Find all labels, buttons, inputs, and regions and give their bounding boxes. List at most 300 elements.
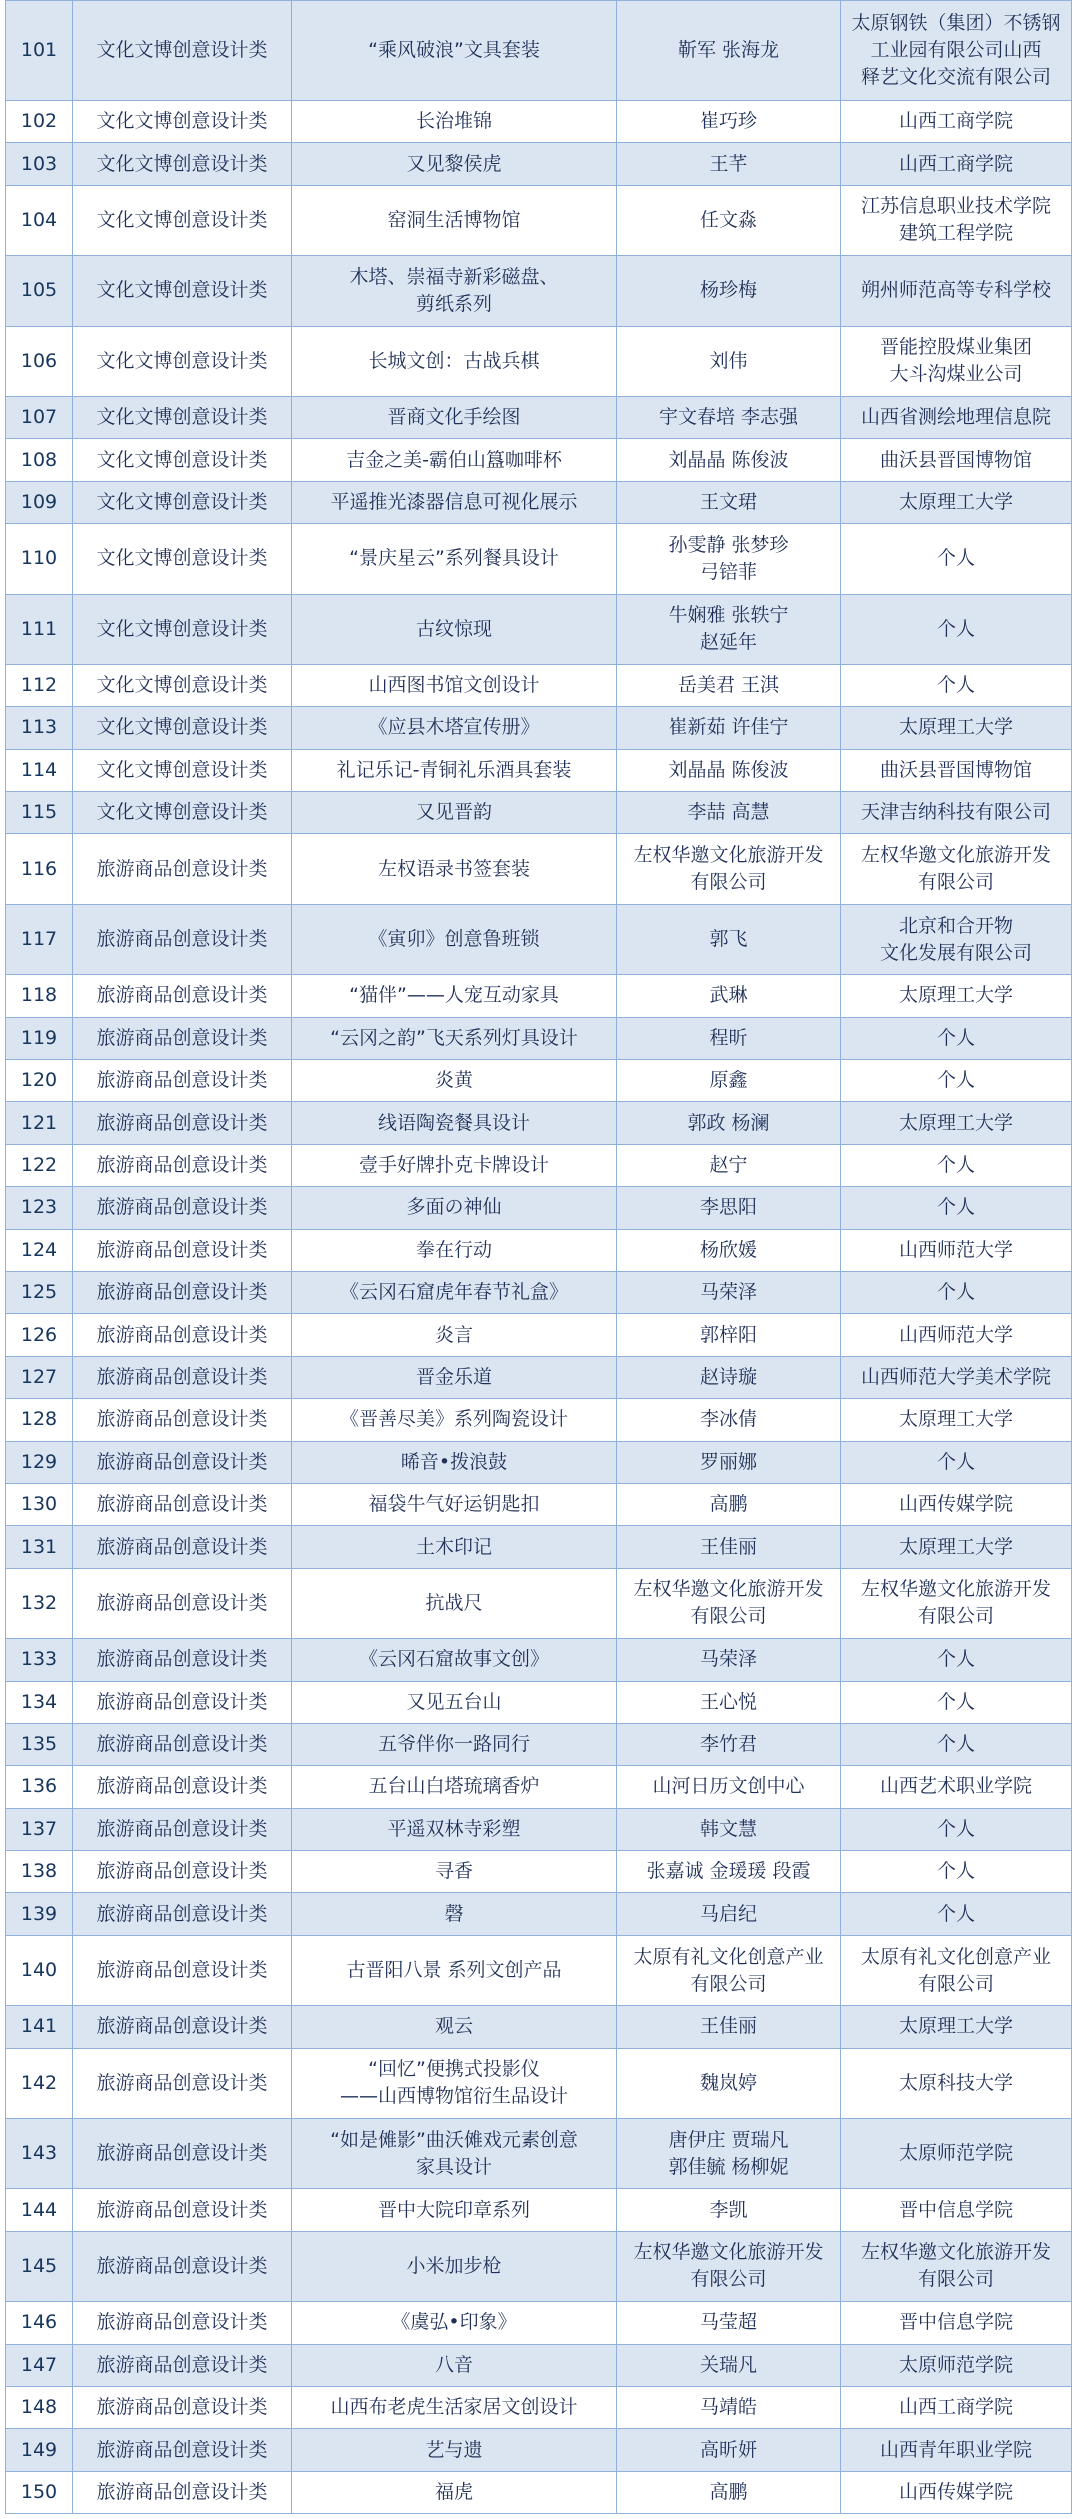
cell-organization: 左权华邀文化旅游开发 有限公司 (841, 1569, 1072, 1639)
cell-number: 115 (6, 792, 73, 834)
cell-number: 118 (6, 975, 73, 1017)
cell-number: 113 (6, 707, 73, 749)
cell-work-title: 福袋牛气好运钥匙扣 (292, 1484, 617, 1526)
cell-category: 旅游商品创意设计类 (73, 1399, 292, 1441)
cell-category: 旅游商品创意设计类 (73, 834, 292, 904)
cell-number: 123 (6, 1187, 73, 1229)
cell-author: 崔新茹 许佳宁 (617, 707, 841, 749)
cell-number: 104 (6, 186, 73, 256)
cell-work-title: 八音 (292, 2345, 617, 2387)
cell-organization: 左权华邀文化旅游开发 有限公司 (841, 2232, 1072, 2302)
table-row (6, 1569, 1072, 1639)
cell-category: 旅游商品创意设计类 (73, 1484, 292, 1526)
cell-author: 王佳丽 (617, 2006, 841, 2048)
cell-organization: 个人 (841, 1272, 1072, 1314)
cell-organization: 太原理工大学 (841, 1102, 1072, 1144)
cell-work-title: 吉金之美-霸伯山簋咖啡杯 (292, 439, 617, 481)
table-row (6, 2006, 1072, 2048)
cell-work-title: 拳在行动 (292, 1230, 617, 1272)
table-row (6, 1187, 1072, 1229)
cell-work-title: 木塔、崇福寺新彩磁盘、 剪纸系列 (292, 256, 617, 326)
cell-organization: 个人 (841, 1893, 1072, 1935)
cell-work-title: 晞音•拨浪鼓 (292, 1442, 617, 1484)
cell-number: 146 (6, 2302, 73, 2344)
cell-work-title: 又见五台山 (292, 1682, 617, 1724)
cell-author: 郭政 杨澜 (617, 1102, 841, 1144)
cell-author: 郭梓阳 (617, 1314, 841, 1356)
cell-category: 旅游商品创意设计类 (73, 1357, 292, 1399)
cell-work-title: 又见黎侯虎 (292, 143, 617, 185)
cell-number: 120 (6, 1060, 73, 1102)
cell-organization: 北京和合开物 文化发展有限公司 (841, 905, 1072, 975)
cell-work-title: 抗战尺 (292, 1569, 617, 1639)
table-row (6, 186, 1072, 256)
cell-work-title: 《云冈石窟故事文创》 (292, 1639, 617, 1681)
cell-author: 任文淼 (617, 186, 841, 256)
cell-number: 121 (6, 1102, 73, 1144)
cell-organization: 个人 (841, 1018, 1072, 1060)
cell-category: 旅游商品创意设计类 (73, 2387, 292, 2429)
cell-author: 王心悦 (617, 1682, 841, 1724)
cell-organization: 山西师范大学 (841, 1314, 1072, 1356)
cell-author: 高鹏 (617, 1484, 841, 1526)
table-row (6, 1639, 1072, 1681)
cell-work-title: 左权语录书签套装 (292, 834, 617, 904)
cell-author: 赵宁 (617, 1145, 841, 1187)
cell-category: 旅游商品创意设计类 (73, 2006, 292, 2048)
cell-author: 罗丽娜 (617, 1442, 841, 1484)
cell-work-title: 晋商文化手绘图 (292, 397, 617, 439)
cell-author: 韩文慧 (617, 1809, 841, 1851)
cell-author: 李冰倩 (617, 1399, 841, 1441)
cell-work-title: “如是傩影”曲沃傩戏元素创意 家具设计 (292, 2119, 617, 2189)
cell-work-title: 山西图书馆文创设计 (292, 665, 617, 707)
table-row (6, 1145, 1072, 1187)
cell-number: 119 (6, 1018, 73, 1060)
table-row (6, 1399, 1072, 1441)
cell-category: 文化文博创意设计类 (73, 707, 292, 749)
cell-author: 牛娴雅 张轶宁 赵延年 (617, 595, 841, 665)
table-row (6, 439, 1072, 481)
cell-author: 马莹超 (617, 2302, 841, 2344)
table-row (6, 1060, 1072, 1102)
cell-organization: 太原理工大学 (841, 975, 1072, 1017)
table-row (6, 595, 1072, 665)
cell-work-title: 寻香 (292, 1851, 617, 1893)
cell-work-title: 壹手好牌扑克卡牌设计 (292, 1145, 617, 1187)
cell-work-title: 五台山白塔琉璃香炉 (292, 1766, 617, 1808)
table-row (6, 1230, 1072, 1272)
cell-work-title: 小米加步枪 (292, 2232, 617, 2302)
cell-category: 旅游商品创意设计类 (73, 2232, 292, 2302)
cell-category: 旅游商品创意设计类 (73, 2119, 292, 2189)
table-row (6, 1357, 1072, 1399)
cell-author: 唐伊庄 贾瑞凡 郭佳毓 杨柳妮 (617, 2119, 841, 2189)
cell-organization: 太原理工大学 (841, 1526, 1072, 1568)
cell-number: 128 (6, 1399, 73, 1441)
cell-author: 岳美君 王淇 (617, 665, 841, 707)
cell-organization: 山西省测绘地理信息院 (841, 397, 1072, 439)
cell-number: 150 (6, 2472, 73, 2514)
cell-work-title: 艺与遗 (292, 2429, 617, 2471)
cell-category: 文化文博创意设计类 (73, 665, 292, 707)
cell-organization: 山西工商学院 (841, 101, 1072, 143)
cell-work-title: “云冈之韵”飞天系列灯具设计 (292, 1018, 617, 1060)
cell-category: 旅游商品创意设计类 (73, 2302, 292, 2344)
cell-work-title: 晋金乐道 (292, 1357, 617, 1399)
cell-work-title: 炎黄 (292, 1060, 617, 1102)
cell-number: 116 (6, 834, 73, 904)
cell-work-title: 古纹惊现 (292, 595, 617, 665)
cell-category: 文化文博创意设计类 (73, 143, 292, 185)
cell-category: 旅游商品创意设计类 (73, 1893, 292, 1935)
cell-category: 旅游商品创意设计类 (73, 1102, 292, 1144)
cell-category: 旅游商品创意设计类 (73, 2472, 292, 2514)
cell-number: 143 (6, 2119, 73, 2189)
cell-author: 程昕 (617, 1018, 841, 1060)
cell-author: 刘伟 (617, 327, 841, 397)
cell-author: 张嘉诚 金瑗瑗 段霞 (617, 1851, 841, 1893)
cell-work-title: 平遥推光漆器信息可视化展示 (292, 482, 617, 524)
cell-number: 114 (6, 750, 73, 792)
cell-organization: 个人 (841, 1639, 1072, 1681)
cell-category: 旅游商品创意设计类 (73, 1809, 292, 1851)
cell-category: 旅游商品创意设计类 (73, 2189, 292, 2231)
cell-number: 101 (6, 1, 73, 101)
cell-author: 王佳丽 (617, 1526, 841, 1568)
cell-category: 旅游商品创意设计类 (73, 1442, 292, 1484)
cell-author: 王文珺 (617, 482, 841, 524)
cell-category: 旅游商品创意设计类 (73, 1526, 292, 1568)
table-row (6, 2429, 1072, 2471)
cell-organization: 个人 (841, 1187, 1072, 1229)
table-row (6, 1484, 1072, 1526)
cell-number: 142 (6, 2049, 73, 2119)
cell-author: 杨珍梅 (617, 256, 841, 326)
cell-number: 102 (6, 101, 73, 143)
table-row (6, 2189, 1072, 2231)
table-row (6, 1314, 1072, 1356)
cell-number: 105 (6, 256, 73, 326)
cell-work-title: 炎言 (292, 1314, 617, 1356)
table-row (6, 256, 1072, 326)
cell-category: 旅游商品创意设计类 (73, 1145, 292, 1187)
cell-organization: 太原理工大学 (841, 2006, 1072, 2048)
cell-author: 刘晶晶 陈俊波 (617, 439, 841, 481)
cell-organization: 山西工商学院 (841, 2387, 1072, 2429)
cell-work-title: 长城文创：古战兵棋 (292, 327, 617, 397)
table-row (6, 1724, 1072, 1766)
table-row (6, 975, 1072, 1017)
cell-work-title: 《寅卯》创意鲁班锁 (292, 905, 617, 975)
cell-number: 144 (6, 2189, 73, 2231)
cell-category: 旅游商品创意设计类 (73, 1936, 292, 2006)
cell-number: 133 (6, 1639, 73, 1681)
cell-number: 149 (6, 2429, 73, 2471)
cell-number: 135 (6, 1724, 73, 1766)
cell-organization: 山西师范大学 (841, 1230, 1072, 1272)
cell-author: 李凯 (617, 2189, 841, 2231)
cell-organization: 个人 (841, 1851, 1072, 1893)
table-row (6, 1682, 1072, 1724)
cell-category: 文化文博创意设计类 (73, 186, 292, 256)
cell-category: 旅游商品创意设计类 (73, 1187, 292, 1229)
cell-author: 马靖皓 (617, 2387, 841, 2429)
table-row (6, 1526, 1072, 1568)
cell-organization: 山西师范大学美术学院 (841, 1357, 1072, 1399)
cell-organization: 山西传媒学院 (841, 1484, 1072, 1526)
cell-category: 旅游商品创意设计类 (73, 2049, 292, 2119)
cell-organization: 太原理工大学 (841, 1399, 1072, 1441)
table-row (6, 2302, 1072, 2344)
cell-organization: 晋中信息学院 (841, 2189, 1072, 2231)
cell-author: 山河日历文创中心 (617, 1766, 841, 1808)
cell-organization: 天津吉纳科技有限公司 (841, 792, 1072, 834)
award-list-table (5, 0, 1072, 2514)
table-row (6, 792, 1072, 834)
table-row (6, 1809, 1072, 1851)
table-row (6, 1442, 1072, 1484)
cell-work-title: “回忆”便携式投影仪 ——山西博物馆衍生品设计 (292, 2049, 617, 2119)
cell-category: 文化文博创意设计类 (73, 397, 292, 439)
cell-author: 孙雯静 张梦珍 弓锫菲 (617, 524, 841, 594)
table-row (6, 2232, 1072, 2302)
cell-category: 旅游商品创意设计类 (73, 1851, 292, 1893)
cell-number: 127 (6, 1357, 73, 1399)
cell-number: 136 (6, 1766, 73, 1808)
cell-category: 文化文博创意设计类 (73, 792, 292, 834)
cell-category: 旅游商品创意设计类 (73, 1272, 292, 1314)
cell-category: 旅游商品创意设计类 (73, 1766, 292, 1808)
cell-author: 李思阳 (617, 1187, 841, 1229)
cell-category: 旅游商品创意设计类 (73, 1682, 292, 1724)
cell-author: 武琳 (617, 975, 841, 1017)
cell-category: 文化文博创意设计类 (73, 101, 292, 143)
cell-number: 122 (6, 1145, 73, 1187)
table-row (6, 1766, 1072, 1808)
cell-number: 111 (6, 595, 73, 665)
cell-number: 106 (6, 327, 73, 397)
cell-organization: 个人 (841, 1682, 1072, 1724)
cell-work-title: 晋中大院印章系列 (292, 2189, 617, 2231)
cell-category: 旅游商品创意设计类 (73, 2429, 292, 2471)
cell-work-title: 福虎 (292, 2472, 617, 2514)
cell-work-title: 山西布老虎生活家居文创设计 (292, 2387, 617, 2429)
cell-category: 旅游商品创意设计类 (73, 1569, 292, 1639)
cell-category: 文化文博创意设计类 (73, 327, 292, 397)
cell-work-title: 《虞弘•印象》 (292, 2302, 617, 2344)
table-row (6, 2472, 1072, 2514)
table-row (6, 2049, 1072, 2119)
cell-category: 旅游商品创意设计类 (73, 1230, 292, 1272)
cell-organization: 个人 (841, 1724, 1072, 1766)
cell-author: 刘晶晶 陈俊波 (617, 750, 841, 792)
cell-number: 147 (6, 2345, 73, 2387)
table-row (6, 1893, 1072, 1935)
cell-work-title: “乘风破浪”文具套装 (292, 1, 617, 101)
cell-number: 132 (6, 1569, 73, 1639)
cell-author: 原鑫 (617, 1060, 841, 1102)
table-row (6, 524, 1072, 594)
cell-organization: 太原师范学院 (841, 2119, 1072, 2189)
cell-work-title: 礼记乐记-青铜礼乐酒具套装 (292, 750, 617, 792)
table-row (6, 101, 1072, 143)
table-row (6, 2119, 1072, 2189)
cell-organization: 个人 (841, 665, 1072, 707)
cell-author: 崔巧珍 (617, 101, 841, 143)
cell-number: 139 (6, 1893, 73, 1935)
cell-category: 旅游商品创意设计类 (73, 975, 292, 1017)
cell-number: 109 (6, 482, 73, 524)
table-row (6, 665, 1072, 707)
cell-organization: 个人 (841, 1809, 1072, 1851)
cell-organization: 个人 (841, 1060, 1072, 1102)
cell-organization: 太原有礼文化创意产业 有限公司 (841, 1936, 1072, 2006)
cell-author: 王芊 (617, 143, 841, 185)
cell-author: 左权华邀文化旅游开发 有限公司 (617, 834, 841, 904)
cell-number: 108 (6, 439, 73, 481)
table-row (6, 1, 1072, 101)
cell-organization: 个人 (841, 595, 1072, 665)
cell-organization: 曲沃县晋国博物馆 (841, 439, 1072, 481)
cell-category: 文化文博创意设计类 (73, 1, 292, 101)
table-row (6, 1272, 1072, 1314)
cell-author: 马荣泽 (617, 1639, 841, 1681)
cell-number: 140 (6, 1936, 73, 2006)
cell-category: 旅游商品创意设计类 (73, 1314, 292, 1356)
table-row (6, 397, 1072, 439)
cell-organization: 晋中信息学院 (841, 2302, 1072, 2344)
cell-author: 赵诗璇 (617, 1357, 841, 1399)
cell-number: 138 (6, 1851, 73, 1893)
cell-work-title: 观云 (292, 2006, 617, 2048)
cell-number: 148 (6, 2387, 73, 2429)
cell-number: 141 (6, 2006, 73, 2048)
cell-organization: 太原钢铁（集团）不锈钢 工业园有限公司山西 释艺文化交流有限公司 (841, 1, 1072, 101)
cell-author: 马启纪 (617, 1893, 841, 1935)
cell-number: 131 (6, 1526, 73, 1568)
cell-organization: 太原理工大学 (841, 707, 1072, 749)
cell-number: 134 (6, 1682, 73, 1724)
cell-work-title: 土木印记 (292, 1526, 617, 1568)
cell-author: 郭飞 (617, 905, 841, 975)
cell-work-title: “景庆星云”系列餐具设计 (292, 524, 617, 594)
cell-work-title: 《晋善尽美》系列陶瓷设计 (292, 1399, 617, 1441)
cell-category: 旅游商品创意设计类 (73, 1639, 292, 1681)
cell-work-title: 又见晋韵 (292, 792, 617, 834)
cell-organization: 朔州师范高等专科学校 (841, 256, 1072, 326)
cell-category: 文化文博创意设计类 (73, 595, 292, 665)
cell-category: 旅游商品创意设计类 (73, 1060, 292, 1102)
cell-number: 112 (6, 665, 73, 707)
cell-author: 太原有礼文化创意产业 有限公司 (617, 1936, 841, 2006)
cell-author: 高昕妍 (617, 2429, 841, 2471)
cell-number: 117 (6, 905, 73, 975)
table-row (6, 2345, 1072, 2387)
cell-number: 137 (6, 1809, 73, 1851)
table-row (6, 327, 1072, 397)
cell-organization: 太原科技大学 (841, 2049, 1072, 2119)
table-row (6, 834, 1072, 904)
cell-work-title: 线语陶瓷餐具设计 (292, 1102, 617, 1144)
cell-number: 126 (6, 1314, 73, 1356)
table-row (6, 1102, 1072, 1144)
cell-organization: 个人 (841, 524, 1072, 594)
table-row (6, 707, 1072, 749)
cell-work-title: 长治堆锦 (292, 101, 617, 143)
cell-author: 关瑞凡 (617, 2345, 841, 2387)
cell-category: 旅游商品创意设计类 (73, 1018, 292, 1060)
cell-organization: 山西工商学院 (841, 143, 1072, 185)
cell-author: 李竹君 (617, 1724, 841, 1766)
cell-author: 李喆 高慧 (617, 792, 841, 834)
cell-work-title: 多面の神仙 (292, 1187, 617, 1229)
cell-author: 魏岚婷 (617, 2049, 841, 2119)
cell-organization: 个人 (841, 1145, 1072, 1187)
table-row (6, 143, 1072, 185)
cell-author: 左权华邀文化旅游开发 有限公司 (617, 2232, 841, 2302)
cell-number: 129 (6, 1442, 73, 1484)
cell-number: 130 (6, 1484, 73, 1526)
cell-author: 马荣泽 (617, 1272, 841, 1314)
cell-organization: 山西青年职业学院 (841, 2429, 1072, 2471)
cell-organization: 左权华邀文化旅游开发 有限公司 (841, 834, 1072, 904)
cell-category: 文化文博创意设计类 (73, 439, 292, 481)
cell-work-title: 磬 (292, 1893, 617, 1935)
cell-number: 145 (6, 2232, 73, 2302)
cell-author: 宇文春培 李志强 (617, 397, 841, 439)
cell-author: 靳军 张海龙 (617, 1, 841, 101)
cell-number: 125 (6, 1272, 73, 1314)
cell-category: 文化文博创意设计类 (73, 524, 292, 594)
cell-organization: 山西传媒学院 (841, 2472, 1072, 2514)
table-row (6, 750, 1072, 792)
cell-work-title: 《应县木塔宣传册》 (292, 707, 617, 749)
table-row (6, 905, 1072, 975)
cell-organization: 晋能控股煤业集团 大斗沟煤业公司 (841, 327, 1072, 397)
cell-category: 文化文博创意设计类 (73, 750, 292, 792)
table-row (6, 1018, 1072, 1060)
cell-organization: 江苏信息职业技术学院 建筑工程学院 (841, 186, 1072, 256)
cell-category: 旅游商品创意设计类 (73, 905, 292, 975)
cell-number: 110 (6, 524, 73, 594)
cell-category: 旅游商品创意设计类 (73, 2345, 292, 2387)
cell-work-title: 窑洞生活博物馆 (292, 186, 617, 256)
table-row (6, 482, 1072, 524)
cell-category: 旅游商品创意设计类 (73, 1724, 292, 1766)
cell-number: 124 (6, 1230, 73, 1272)
cell-organization: 个人 (841, 1442, 1072, 1484)
table-row (6, 1851, 1072, 1893)
cell-author: 高鹏 (617, 2472, 841, 2514)
cell-work-title: 《云冈石窟虎年春节礼盒》 (292, 1272, 617, 1314)
cell-work-title: 古晋阳八景 系列文创产品 (292, 1936, 617, 2006)
cell-number: 103 (6, 143, 73, 185)
table-row (6, 1936, 1072, 2006)
cell-organization: 曲沃县晋国博物馆 (841, 750, 1072, 792)
cell-organization: 山西艺术职业学院 (841, 1766, 1072, 1808)
cell-author: 杨欣媛 (617, 1230, 841, 1272)
table-row (6, 2387, 1072, 2429)
cell-category: 文化文博创意设计类 (73, 256, 292, 326)
cell-author: 左权华邀文化旅游开发 有限公司 (617, 1569, 841, 1639)
cell-work-title: 五爷伴你一路同行 (292, 1724, 617, 1766)
cell-work-title: 平遥双林寺彩塑 (292, 1809, 617, 1851)
cell-organization: 太原师范学院 (841, 2345, 1072, 2387)
cell-organization: 太原理工大学 (841, 482, 1072, 524)
cell-category: 文化文博创意设计类 (73, 482, 292, 524)
cell-work-title: “猫伴”——人宠互动家具 (292, 975, 617, 1017)
